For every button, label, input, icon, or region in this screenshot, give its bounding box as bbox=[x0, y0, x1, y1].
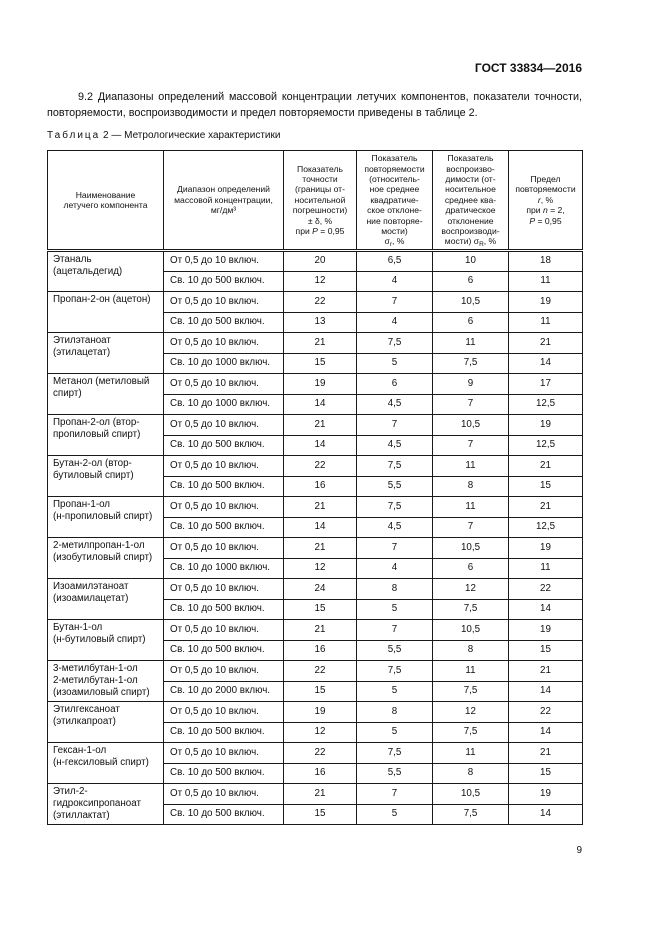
repeatability-cell: 6 bbox=[357, 374, 433, 395]
repeatability-limit-cell: 21 bbox=[509, 456, 583, 477]
header-line: массовой концентрации, bbox=[174, 194, 273, 205]
table-header-row bbox=[48, 151, 583, 251]
header-concentration-range bbox=[164, 151, 284, 251]
repeatability-limit-cell: 12,5 bbox=[509, 394, 583, 415]
reproducibility-cell: 11 bbox=[433, 661, 509, 682]
repeatability-limit-cell: 17 bbox=[509, 374, 583, 395]
repeatability-cell: 7,5 bbox=[357, 661, 433, 682]
concentration-range-cell: Св. 10 до 500 включ. bbox=[164, 476, 284, 497]
repeatability-limit-cell: 22 bbox=[509, 702, 583, 723]
repeatability-limit-cell: 22 bbox=[509, 579, 583, 600]
component-name-cell bbox=[48, 579, 164, 620]
header-line: точности bbox=[302, 173, 338, 184]
repeatability-limit-cell: 14 bbox=[509, 681, 583, 702]
component-name-cell bbox=[48, 784, 164, 825]
concentration-range-cell: От 0,5 до 10 включ. bbox=[164, 784, 284, 805]
standard-id: ГОСТ 33834—2016 bbox=[474, 61, 582, 75]
header-line bbox=[359, 236, 430, 249]
header-line: воспроизводи- bbox=[441, 226, 500, 237]
header-line: димости (от- bbox=[445, 173, 496, 184]
component-name-cell bbox=[48, 374, 164, 415]
component-name-line: пропиловый спирт) bbox=[53, 429, 141, 440]
reproducibility-cell: 6 bbox=[433, 558, 509, 579]
header-line: ние повторяе- bbox=[366, 215, 423, 226]
repeatability-cell: 4 bbox=[357, 558, 433, 579]
repeatability-cell: 4,5 bbox=[357, 394, 433, 415]
text-fragment: , % bbox=[392, 236, 405, 247]
repeatability-cell: 7 bbox=[357, 620, 433, 641]
repeatability-cell: 4,5 bbox=[357, 435, 433, 456]
repeatability-limit-cell: 21 bbox=[509, 661, 583, 682]
repeatability-limit-cell: 15 bbox=[509, 640, 583, 661]
accuracy-cell: 12 bbox=[284, 558, 357, 579]
component-name-line: (ацетальдегид) bbox=[53, 266, 123, 277]
header-line: Показатель bbox=[371, 153, 418, 164]
component-name-line: гидроксипропаноат bbox=[53, 798, 141, 809]
header-line: дратическое bbox=[445, 205, 496, 216]
concentration-range-cell: Св. 10 до 500 включ. bbox=[164, 271, 284, 292]
header-line: летучего компонента bbox=[63, 200, 148, 210]
concentration-range-cell: Св. 10 до 500 включ. bbox=[164, 599, 284, 620]
repeatability-limit-cell: 19 bbox=[509, 415, 583, 436]
reproducibility-cell: 7 bbox=[433, 394, 509, 415]
header-line: ± δ, % bbox=[307, 215, 333, 226]
repeatability-limit-cell: 19 bbox=[509, 620, 583, 641]
header-line bbox=[511, 216, 580, 226]
reproducibility-cell: 7,5 bbox=[433, 681, 509, 702]
component-name-cell bbox=[48, 456, 164, 497]
repeatability-limit-cell: 14 bbox=[509, 353, 583, 374]
repeatability-cell: 5,5 bbox=[357, 640, 433, 661]
header-repeatability-limit bbox=[509, 151, 583, 251]
concentration-range-cell: От 0,5 до 10 включ. bbox=[164, 743, 284, 764]
concentration-range-cell: Св. 10 до 500 включ. bbox=[164, 640, 284, 661]
concentration-range-cell: Св. 10 до 500 включ. bbox=[164, 804, 284, 825]
accuracy-cell: 21 bbox=[284, 415, 357, 436]
header-line: погрешности) bbox=[292, 205, 348, 216]
component-name-cell bbox=[48, 497, 164, 538]
table-body bbox=[48, 251, 583, 825]
header-reproducibility bbox=[433, 151, 509, 251]
table-row bbox=[48, 456, 583, 477]
repeatability-cell: 5,5 bbox=[357, 763, 433, 784]
component-name-line: Этилгексаноат bbox=[53, 704, 120, 715]
component-name-line: (н-гексиловый спирт) bbox=[53, 757, 149, 768]
concentration-range-cell: От 0,5 до 10 включ. bbox=[164, 702, 284, 723]
reproducibility-cell: 7,5 bbox=[433, 804, 509, 825]
caption-dash: — bbox=[111, 130, 122, 141]
header-line: носительное bbox=[445, 184, 496, 195]
reproducibility-cell: 6 bbox=[433, 312, 509, 333]
header-repeatability bbox=[357, 151, 433, 251]
component-name-line: Пропан-2-ол (втор- bbox=[53, 417, 140, 428]
header-line: квадратиче- bbox=[370, 194, 419, 205]
repeatability-limit-cell: 14 bbox=[509, 722, 583, 743]
header-line bbox=[511, 195, 580, 205]
repeatability-limit-cell: 21 bbox=[509, 333, 583, 354]
repeatability-cell: 7 bbox=[357, 784, 433, 805]
reproducibility-cell: 10,5 bbox=[433, 538, 509, 559]
table-row bbox=[48, 620, 583, 641]
repeatability-limit-cell: 19 bbox=[509, 538, 583, 559]
text-fragment: , % bbox=[483, 236, 497, 247]
accuracy-cell: 15 bbox=[284, 804, 357, 825]
reproducibility-cell: 11 bbox=[433, 497, 509, 518]
concentration-range-cell: От 0,5 до 10 включ. bbox=[164, 497, 284, 518]
concentration-range-cell: Св. 10 до 500 включ. bbox=[164, 763, 284, 784]
table-row bbox=[48, 661, 583, 682]
caption-title: Метрологические характеристики bbox=[124, 130, 281, 141]
table-row bbox=[48, 538, 583, 559]
component-name-line: Этил-2- bbox=[53, 786, 88, 797]
reproducibility-cell: 8 bbox=[433, 476, 509, 497]
component-name-cell bbox=[48, 620, 164, 661]
accuracy-cell: 22 bbox=[284, 292, 357, 313]
repeatability-limit-cell: 21 bbox=[509, 497, 583, 518]
header-line: носительной bbox=[294, 194, 346, 205]
repeatability-cell: 5 bbox=[357, 804, 433, 825]
accuracy-cell: 20 bbox=[284, 251, 357, 272]
table-row bbox=[48, 579, 583, 600]
caption-number: 2 bbox=[103, 130, 109, 141]
repeatability-cell: 7,5 bbox=[357, 456, 433, 477]
repeatability-limit-cell: 11 bbox=[509, 271, 583, 292]
component-name-line: 2-метилпропан-1-ол bbox=[53, 540, 145, 551]
header-line: (границы от- bbox=[295, 184, 345, 195]
accuracy-cell: 12 bbox=[284, 722, 357, 743]
component-name-line: (этилацетат) bbox=[53, 347, 111, 358]
component-name-line: Бутан-1-ол bbox=[53, 622, 103, 633]
text-fragment: при bbox=[295, 226, 313, 237]
table-row bbox=[48, 702, 583, 723]
concentration-range-cell: От 0,5 до 10 включ. bbox=[164, 292, 284, 313]
reproducibility-cell: 11 bbox=[433, 456, 509, 477]
repeatability-limit-cell: 12,5 bbox=[509, 435, 583, 456]
reproducibility-cell: 7,5 bbox=[433, 599, 509, 620]
concentration-range-cell: От 0,5 до 10 включ. bbox=[164, 333, 284, 354]
italic-symbol: r bbox=[537, 194, 541, 205]
concentration-range-cell: От 0,5 до 10 включ. bbox=[164, 620, 284, 641]
repeatability-limit-cell: 19 bbox=[509, 292, 583, 313]
table-row bbox=[48, 333, 583, 354]
component-name-line: 2-метилбутан-1-ол bbox=[53, 675, 138, 686]
repeatability-limit-cell: 14 bbox=[509, 804, 583, 825]
component-name-line: бутиловый спирт) bbox=[53, 470, 134, 481]
header-line: Показатель bbox=[447, 153, 494, 164]
header-accuracy bbox=[284, 151, 357, 251]
repeatability-limit-cell: 12,5 bbox=[509, 517, 583, 538]
component-name-line: Метанол (метиловый bbox=[53, 376, 150, 387]
repeatability-cell: 7,5 bbox=[357, 743, 433, 764]
component-name-cell bbox=[48, 415, 164, 456]
header-line: повторяемости bbox=[515, 184, 576, 195]
table-row bbox=[48, 415, 583, 436]
table-row bbox=[48, 292, 583, 313]
concentration-range-cell: Св. 10 до 1000 включ. bbox=[164, 353, 284, 374]
component-name-line: Этаналь bbox=[53, 254, 92, 265]
text-fragment: σ bbox=[384, 236, 390, 247]
text-fragment: = 0,95 bbox=[317, 226, 345, 237]
repeatability-limit-cell: 18 bbox=[509, 251, 583, 272]
table-row bbox=[48, 743, 583, 764]
italic-symbol: P bbox=[529, 215, 536, 226]
concentration-range-cell: От 0,5 до 10 включ. bbox=[164, 538, 284, 559]
header-line: Показатель bbox=[297, 163, 343, 174]
header-line bbox=[511, 205, 580, 215]
accuracy-cell: 21 bbox=[284, 620, 357, 641]
reproducibility-cell: 10,5 bbox=[433, 620, 509, 641]
header-line: отклонение bbox=[447, 215, 494, 226]
repeatability-cell: 5 bbox=[357, 722, 433, 743]
repeatability-limit-cell: 14 bbox=[509, 599, 583, 620]
italic-symbol: n bbox=[542, 205, 548, 216]
accuracy-cell: 15 bbox=[284, 599, 357, 620]
accuracy-cell: 24 bbox=[284, 579, 357, 600]
repeatability-cell: 5 bbox=[357, 599, 433, 620]
repeatability-limit-cell: 15 bbox=[509, 476, 583, 497]
table-caption bbox=[47, 130, 280, 142]
component-name-line: Пропан-1-ол bbox=[53, 499, 111, 510]
accuracy-cell: 21 bbox=[284, 784, 357, 805]
page-number: 9 bbox=[576, 845, 582, 856]
concentration-range-cell: Св. 10 до 500 включ. bbox=[164, 517, 284, 538]
component-name-line: Бутан-2-ол (втор- bbox=[53, 458, 132, 469]
reproducibility-cell: 10 bbox=[433, 251, 509, 272]
repeatability-limit-cell: 11 bbox=[509, 312, 583, 333]
accuracy-cell: 12 bbox=[284, 271, 357, 292]
reproducibility-cell: 7 bbox=[433, 517, 509, 538]
repeatability-cell: 7 bbox=[357, 415, 433, 436]
accuracy-cell: 14 bbox=[284, 435, 357, 456]
concentration-range-cell: От 0,5 до 10 включ. bbox=[164, 661, 284, 682]
repeatability-cell: 5,5 bbox=[357, 476, 433, 497]
section-paragraph: 9.2 Диапазоны определений массовой концентрации летучих компонентов, показатели точности, повторяемости, воспроизводимости и предел повторяемости приведены в таблице 2. bbox=[47, 91, 582, 119]
repeatability-cell: 7 bbox=[357, 292, 433, 313]
accuracy-cell: 15 bbox=[284, 353, 357, 374]
accuracy-cell: 21 bbox=[284, 333, 357, 354]
repeatability-limit-cell: 21 bbox=[509, 743, 583, 764]
accuracy-cell: 16 bbox=[284, 763, 357, 784]
repeatability-cell: 5 bbox=[357, 353, 433, 374]
text-fragment: = 2, bbox=[547, 205, 565, 216]
component-name-cell bbox=[48, 292, 164, 333]
concentration-range-cell: От 0,5 до 10 включ. bbox=[164, 251, 284, 272]
header-line: (относитель- bbox=[369, 173, 420, 184]
repeatability-cell: 8 bbox=[357, 702, 433, 723]
header-line: среднее ква- bbox=[444, 194, 497, 205]
repeatability-cell: 4 bbox=[357, 312, 433, 333]
component-name-line: (изоамилацетат) bbox=[53, 593, 129, 604]
accuracy-cell: 15 bbox=[284, 681, 357, 702]
text-fragment: , % bbox=[540, 194, 554, 205]
repeatability-cell: 7,5 bbox=[357, 333, 433, 354]
component-name-cell bbox=[48, 251, 164, 292]
component-name-line: 3-метилбутан-1-ол bbox=[53, 663, 138, 674]
concentration-range-cell: Св. 10 до 1000 включ. bbox=[164, 394, 284, 415]
table-row bbox=[48, 251, 583, 272]
accuracy-cell: 21 bbox=[284, 497, 357, 518]
component-name-line: (н-бутиловый спирт) bbox=[53, 634, 146, 645]
repeatability-limit-cell: 11 bbox=[509, 558, 583, 579]
accuracy-cell: 22 bbox=[284, 661, 357, 682]
component-name-line: (изобутиловый спирт) bbox=[53, 552, 153, 563]
accuracy-cell: 14 bbox=[284, 517, 357, 538]
header-line: ское отклоне- bbox=[367, 205, 422, 216]
concentration-range-cell: Св. 10 до 500 включ. bbox=[164, 722, 284, 743]
header-line: повторяемости bbox=[364, 163, 425, 174]
header-line: воспроизво- bbox=[446, 163, 495, 174]
header-line: мости) bbox=[381, 226, 408, 237]
text-fragment: мости) σ bbox=[444, 236, 480, 247]
header-line bbox=[286, 226, 354, 236]
subscript-symbol: R bbox=[479, 241, 484, 249]
component-name-line: (этиллактат) bbox=[53, 810, 110, 821]
reproducibility-cell: 11 bbox=[433, 333, 509, 354]
concentration-range-cell: Св. 10 до 1000 включ. bbox=[164, 558, 284, 579]
concentration-range-cell: От 0,5 до 10 включ. bbox=[164, 579, 284, 600]
reproducibility-cell: 7,5 bbox=[433, 722, 509, 743]
reproducibility-cell: 6 bbox=[433, 271, 509, 292]
component-name-cell bbox=[48, 538, 164, 579]
reproducibility-cell: 10,5 bbox=[433, 415, 509, 436]
table-row bbox=[48, 497, 583, 518]
header-line: Наименование bbox=[75, 189, 136, 200]
concentration-range-cell: Св. 10 до 500 включ. bbox=[164, 312, 284, 333]
accuracy-cell: 22 bbox=[284, 456, 357, 477]
metrology-table bbox=[47, 150, 583, 825]
reproducibility-cell: 12 bbox=[433, 579, 509, 600]
concentration-range-cell: От 0,5 до 10 включ. bbox=[164, 415, 284, 436]
accuracy-cell: 22 bbox=[284, 743, 357, 764]
reproducibility-cell: 7 bbox=[433, 435, 509, 456]
accuracy-cell: 16 bbox=[284, 476, 357, 497]
italic-symbol: P bbox=[312, 226, 318, 237]
reproducibility-cell: 8 bbox=[433, 640, 509, 661]
reproducibility-cell: 11 bbox=[433, 743, 509, 764]
header-line bbox=[435, 236, 506, 249]
reproducibility-cell: 8 bbox=[433, 763, 509, 784]
header-line: Диапазон определений bbox=[177, 184, 270, 195]
accuracy-cell: 19 bbox=[284, 702, 357, 723]
component-name-line: (н-пропиловый спирт) bbox=[53, 511, 153, 522]
repeatability-cell: 6,5 bbox=[357, 251, 433, 272]
accuracy-cell: 14 bbox=[284, 394, 357, 415]
reproducibility-cell: 10,5 bbox=[433, 292, 509, 313]
repeatability-cell: 5 bbox=[357, 681, 433, 702]
component-name-cell bbox=[48, 702, 164, 743]
repeatability-cell: 7,5 bbox=[357, 497, 433, 518]
component-name-cell bbox=[48, 743, 164, 784]
header-component-name bbox=[48, 151, 164, 251]
text-fragment: = 0,95 bbox=[535, 215, 562, 226]
accuracy-cell: 16 bbox=[284, 640, 357, 661]
reproducibility-cell: 7,5 bbox=[433, 353, 509, 374]
component-name-line: Пропан-2-он (ацетон) bbox=[53, 294, 151, 305]
concentration-range-cell: От 0,5 до 10 включ. bbox=[164, 374, 284, 395]
reproducibility-cell: 9 bbox=[433, 374, 509, 395]
header-line: мг/дм³ bbox=[210, 205, 237, 216]
concentration-range-cell: Св. 10 до 2000 включ. bbox=[164, 681, 284, 702]
repeatability-limit-cell: 19 bbox=[509, 784, 583, 805]
component-name-cell bbox=[48, 661, 164, 702]
accuracy-cell: 19 bbox=[284, 374, 357, 395]
repeatability-limit-cell: 15 bbox=[509, 763, 583, 784]
concentration-range-cell: От 0,5 до 10 включ. bbox=[164, 456, 284, 477]
component-name-line: (изоамиловый спирт) bbox=[53, 687, 150, 698]
component-name-line: Этилэтаноат bbox=[53, 335, 111, 346]
caption-label: Таблица bbox=[47, 130, 101, 141]
component-name-line: Изоамилэтаноат bbox=[53, 581, 129, 592]
reproducibility-cell: 12 bbox=[433, 702, 509, 723]
component-name-cell bbox=[48, 333, 164, 374]
repeatability-cell: 8 bbox=[357, 579, 433, 600]
table-row bbox=[48, 784, 583, 805]
component-name-line: спирт) bbox=[53, 388, 82, 399]
subscript-symbol: r bbox=[389, 241, 393, 249]
header-line: ное среднее bbox=[369, 184, 420, 195]
repeatability-cell: 7 bbox=[357, 538, 433, 559]
component-name-line: (этилкапроат) bbox=[53, 716, 116, 727]
accuracy-cell: 21 bbox=[284, 538, 357, 559]
concentration-range-cell: Св. 10 до 500 включ. bbox=[164, 435, 284, 456]
text-fragment: при bbox=[526, 205, 543, 216]
accuracy-cell: 13 bbox=[284, 312, 357, 333]
repeatability-cell: 4,5 bbox=[357, 517, 433, 538]
reproducibility-cell: 10,5 bbox=[433, 784, 509, 805]
table-row bbox=[48, 374, 583, 395]
repeatability-cell: 4 bbox=[357, 271, 433, 292]
component-name-line: Гексан-1-ол bbox=[53, 745, 107, 756]
header-line: Предел bbox=[530, 173, 561, 184]
